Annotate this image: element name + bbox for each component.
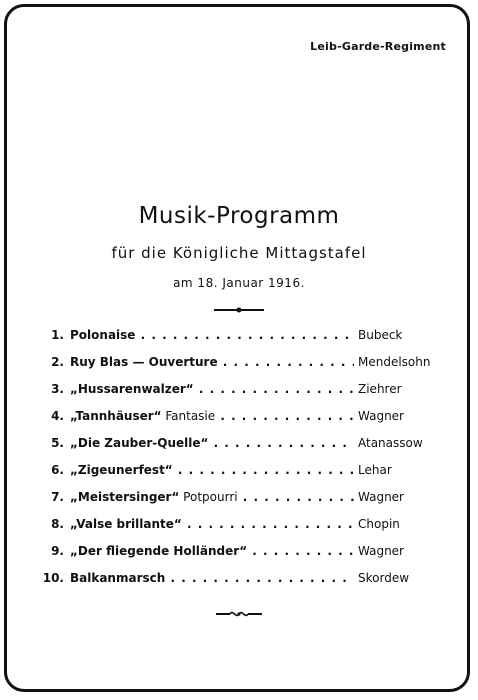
item-piece-title: „Hussarenwalzer“ xyxy=(70,382,194,396)
program-item xyxy=(36,353,452,380)
item-composer: Wagner xyxy=(358,490,404,504)
item-composer: Bubeck xyxy=(358,328,403,342)
page-title: Musik-Programm xyxy=(138,203,340,229)
program-item xyxy=(36,326,452,353)
item-piece-title: „Tannhäuser“ xyxy=(70,409,162,423)
item-number: 3. xyxy=(51,382,64,396)
item-number: 1. xyxy=(51,328,64,342)
item-number: 6. xyxy=(51,463,64,477)
item-composer: Wagner xyxy=(358,544,404,558)
item-piece xyxy=(70,569,354,587)
item-piece-suffix: Fantasie xyxy=(161,409,216,423)
program-item xyxy=(36,488,452,515)
item-number: 7. xyxy=(51,490,64,504)
item-piece xyxy=(70,542,354,560)
item-piece xyxy=(70,380,354,398)
item-piece xyxy=(70,461,354,479)
item-piece-title: Ruy Blas — Ouverture xyxy=(70,355,218,369)
item-piece-title: „Zigeunerfest“ xyxy=(70,463,173,477)
program-item xyxy=(36,434,452,461)
item-composer: Atanassow xyxy=(358,436,423,450)
item-piece-title: „Valse brillante“ xyxy=(70,517,182,531)
item-composer: Mendelsohn xyxy=(358,355,431,369)
item-piece-title: Polonaise xyxy=(70,328,136,342)
flourish-ornament-icon xyxy=(216,609,262,619)
program-date: am 18. Januar 1916. xyxy=(173,276,305,290)
item-number: 9. xyxy=(51,544,64,558)
item-piece xyxy=(70,434,354,452)
item-composer: Skordew xyxy=(358,571,410,585)
item-piece xyxy=(70,488,354,506)
program-item xyxy=(36,380,452,407)
program-item xyxy=(36,569,452,596)
item-number: 2. xyxy=(51,355,64,369)
item-number: 10. xyxy=(42,571,64,585)
item-composer: Wagner xyxy=(358,409,404,423)
item-piece xyxy=(70,353,354,371)
program-list xyxy=(36,326,452,596)
ornament-line-icon xyxy=(214,305,264,315)
program-item xyxy=(36,407,452,434)
item-piece xyxy=(70,515,354,533)
bottom-ornament-divider xyxy=(0,604,478,623)
program-item xyxy=(36,461,452,488)
program-item xyxy=(36,515,452,542)
item-piece xyxy=(70,407,354,425)
top-ornament-divider xyxy=(0,300,478,319)
item-number: 5. xyxy=(51,436,64,450)
program-item xyxy=(36,542,452,569)
item-piece-title: „Die Zauber-Quelle“ xyxy=(70,436,209,450)
item-piece-title: „Meistersinger“ xyxy=(70,490,180,504)
item-number: 4. xyxy=(51,409,64,423)
item-piece-suffix: Potpourri xyxy=(179,490,238,504)
item-piece-title: Balkanmarsch xyxy=(70,571,166,585)
item-number: 8. xyxy=(51,517,64,531)
item-composer: Ziehrer xyxy=(358,382,402,396)
item-composer: Chopin xyxy=(358,517,400,531)
item-composer: Lehar xyxy=(358,463,392,477)
item-piece-title: „Der fliegende Holländer“ xyxy=(70,544,248,558)
item-piece xyxy=(70,326,354,344)
regiment-header: Leib-Garde-Regiment xyxy=(310,40,446,53)
page-subtitle: für die Königliche Mittagstafel xyxy=(111,244,367,262)
